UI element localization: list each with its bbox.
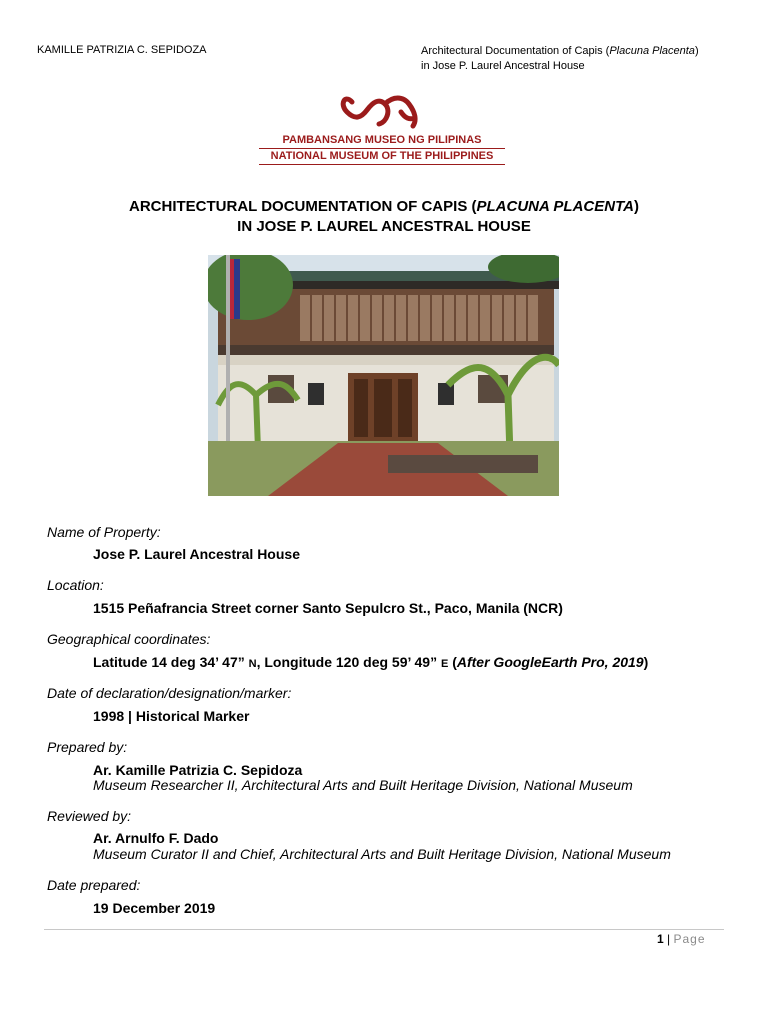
header-title-prefix: Architectural Documentation of Capis ( [421, 45, 610, 57]
logo-divider [259, 164, 505, 165]
reviewed-by-label: Reviewed by: [47, 808, 132, 824]
latitude-hemisphere: N [248, 658, 257, 670]
location-label: Location: [47, 577, 104, 593]
national-museum-logo [257, 90, 507, 166]
ancestral-house-photo [208, 255, 559, 496]
footer-divider [44, 929, 724, 930]
logo-english-name: NATIONAL MUSEUM OF THE PHILIPPINES [270, 150, 494, 162]
reviewed-by-role: Museum Curator II and Chief, Architectural Arts and Built Heritage Division, National Museum [93, 846, 671, 862]
longitude-hemisphere: E [440, 658, 449, 670]
header-document-title [421, 44, 699, 74]
logo-filipino-name: PAMBANSANG MUSEO NG PILIPINAS [282, 134, 482, 146]
longitude-text: , Longitude 120 deg 59’ 49” [256, 654, 438, 670]
prepared-by-role: Museum Researcher II, Architectural Arts and Built Heritage Division, National Museum [93, 777, 633, 793]
name-of-property-label: Name of Property: [47, 524, 161, 540]
source-open-paren: ( [452, 654, 457, 670]
document-title-line1 [0, 198, 768, 215]
logo-divider [259, 148, 505, 149]
reviewed-by-name: Ar. Arnulfo F. Dado [93, 830, 219, 846]
geographical-coordinates-label: Geographical coordinates: [47, 631, 211, 647]
page-number: 1 [657, 932, 664, 946]
header-title-suffix: ) [694, 45, 699, 57]
source-close-paren: ) [643, 654, 649, 670]
document-title-line2: IN JOSE P. LAUREL ANCESTRAL HOUSE [237, 218, 531, 235]
prepared-by-label: Prepared by: [47, 739, 128, 755]
latitude-text: Latitude 14 deg 34’ 47” [93, 654, 245, 670]
header-title-line1 [421, 44, 699, 59]
title-species: PLACUNA PLACENTA [476, 198, 634, 215]
page-word: Page [673, 932, 706, 946]
prepared-by-name: Ar. Kamille Patrizia C. Sepidoza [93, 762, 303, 778]
header-title-species: Placuna Placenta [609, 45, 695, 57]
declaration-label: Date of declaration/designation/marker: [47, 685, 292, 701]
geographical-coordinates-value [93, 654, 648, 670]
name-of-property-value: Jose P. Laurel Ancestral House [93, 546, 300, 562]
location-value: 1515 Peñafrancia Street corner Santo Sepulcro St., Paco, Manila (NCR) [93, 600, 563, 616]
museum-emblem-icon [257, 90, 507, 134]
page-footer [657, 932, 706, 946]
header-title-line2: in Jose P. Laurel Ancestral House [421, 60, 585, 72]
title-prefix: ARCHITECTURAL DOCUMENTATION OF CAPIS ( [129, 198, 477, 215]
date-prepared-value: 19 December 2019 [93, 900, 216, 916]
date-prepared-label: Date prepared: [47, 877, 141, 893]
declaration-value: 1998 | Historical Marker [93, 708, 250, 724]
header-author: KAMILLE PATRIZIA C. SEPIDOZA [37, 44, 207, 56]
title-suffix: ) [633, 198, 639, 215]
coordinates-source: After GoogleEarth Pro, 2019 [456, 654, 644, 670]
page-separator: | [667, 932, 671, 946]
